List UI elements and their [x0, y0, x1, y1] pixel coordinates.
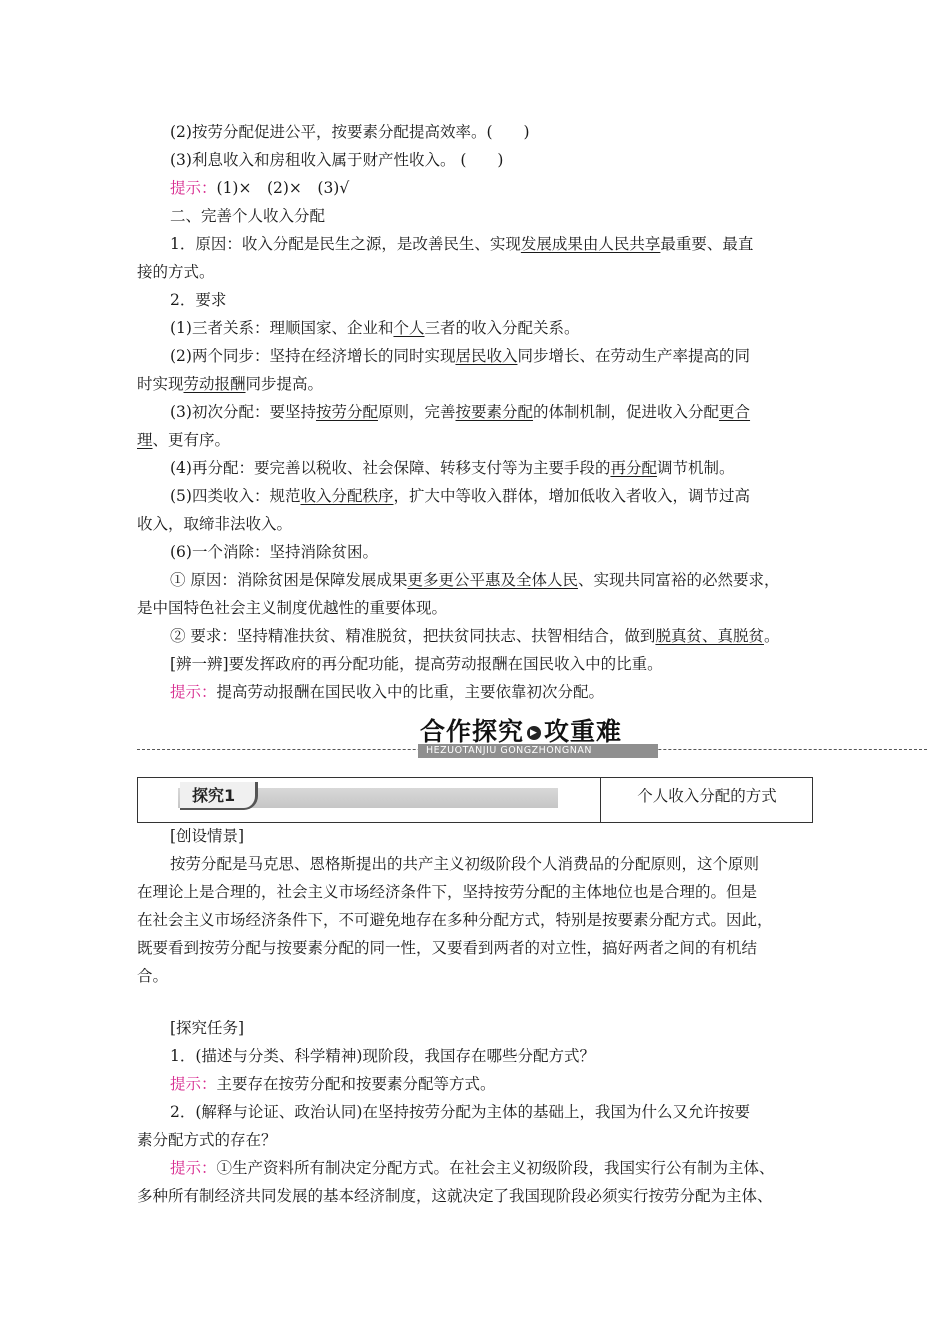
- text-line: 合。: [137, 967, 169, 985]
- section-banner-title: 合作探究 ▶ 攻重难: [420, 717, 623, 746]
- hint-label: 提示：: [170, 683, 217, 701]
- explore-tab: 探究1: [180, 782, 258, 810]
- text-line: 理、更有序。: [137, 431, 231, 449]
- question-line: (2)按劳分配促进公平，按要素分配提高效率。( ): [170, 123, 530, 141]
- section-heading: [创设情景]: [170, 827, 245, 845]
- arrow-right-icon: ▶: [527, 726, 541, 740]
- question-line: (3)利息收入和房租收入属于财产性收入。 ( ): [170, 151, 504, 169]
- hint-label: 提示：: [170, 179, 217, 197]
- explore-topic: 个人收入分配的方式: [637, 787, 777, 805]
- section-heading: [探究任务]: [170, 1019, 245, 1037]
- banner-subtitle: HEZUOTANJIU GONGZHONGNAN: [426, 745, 592, 756]
- text-line: 2．要求: [170, 291, 227, 309]
- text-line: (5)四类收入：规范收入分配秩序，扩大中等收入群体，增加低收入者收入，调节过高: [170, 487, 750, 505]
- text-line: (4)再分配：要完善以税收、社会保障、转移支付等为主要手段的再分配调节机制。: [170, 459, 735, 477]
- text-line: 1．(描述与分类、科学精神)现阶段，我国存在哪些分配方式？: [170, 1047, 595, 1065]
- hint-label: 提示：: [170, 1075, 217, 1093]
- text-line: (2)两个同步：坚持在经济增长的同时实现居民收入同步增长、在劳动生产率提高的同: [170, 347, 750, 365]
- text-line: 在社会主义市场经济条件下，不可避免地存在多种分配方式，特别是按要素分配方式。因此，: [137, 911, 773, 929]
- hint-line: 提示：提高劳动报酬在国民收入中的比重，主要依靠初次分配。: [170, 683, 605, 701]
- text-line: ① 原因：消除贫困是保障发展成果更多更公平惠及全体人民、实现共同富裕的必然要求，: [170, 571, 780, 589]
- hint-label: 提示：: [170, 1159, 217, 1177]
- text-line: [辨一辨]要发挥政府的再分配功能，提高劳动报酬在国民收入中的比重。: [170, 655, 663, 673]
- text-line: 接的方式。: [137, 263, 215, 281]
- text-line: (1)三者关系：理顺国家、企业和个人三者的收入分配关系。: [170, 319, 580, 337]
- text-line: ② 要求：坚持精准扶贫、精准脱贫，把扶贫同扶志、扶智相结合，做到脱真贫、真脱贫。: [170, 627, 780, 645]
- text-line: (6)一个消除：坚持消除贫困。: [170, 543, 378, 561]
- text-line: (3)初次分配：要坚持按劳分配原则，完善按要素分配的体制机制，促进收入分配更合: [170, 403, 751, 421]
- section-heading: 二、完善个人收入分配: [170, 207, 326, 225]
- text-line: 素分配方式的存在？: [137, 1131, 277, 1149]
- text-line: 2．(解释与论证、政治认同)在坚持按劳分配为主体的基础上，我国为什么又允许按要: [170, 1103, 750, 1121]
- text-line: 在理论上是合理的，社会主义市场经济条件下，坚持按劳分配的主体地位也是合理的。但是: [137, 883, 758, 901]
- text-line: 既要看到按劳分配与按要素分配的同一性，又要看到两者的对立性，搞好两者之间的有机结: [137, 939, 758, 957]
- hint-line: 提示：(1)× (2)× (3)√: [170, 179, 350, 197]
- hint-line: 提示：主要存在按劳分配和按要素分配等方式。: [170, 1075, 496, 1093]
- text-line: 1．原因：收入分配是民生之源，是改善民生、实现发展成果由人民共享最重要、最直: [170, 235, 754, 253]
- text-line: 是中国特色社会主义制度优越性的重要体现。: [137, 599, 448, 617]
- text-line: 时实现劳动报酬同步提高。: [137, 375, 324, 393]
- text-line: 多种所有制经济共同发展的基本经济制度，这就决定了我国现阶段必须实行按劳分配为主体、: [137, 1187, 773, 1205]
- text-line: 按劳分配是马克思、恩格斯提出的共产主义初级阶段个人消费品的分配原则，这个原则: [170, 855, 760, 873]
- text-line: 收入，取缔非法收入。: [137, 515, 293, 533]
- hint-line: 提示：①生产资料所有制决定分配方式。在社会主义初级阶段，我国实行公有制为主体、: [170, 1159, 775, 1177]
